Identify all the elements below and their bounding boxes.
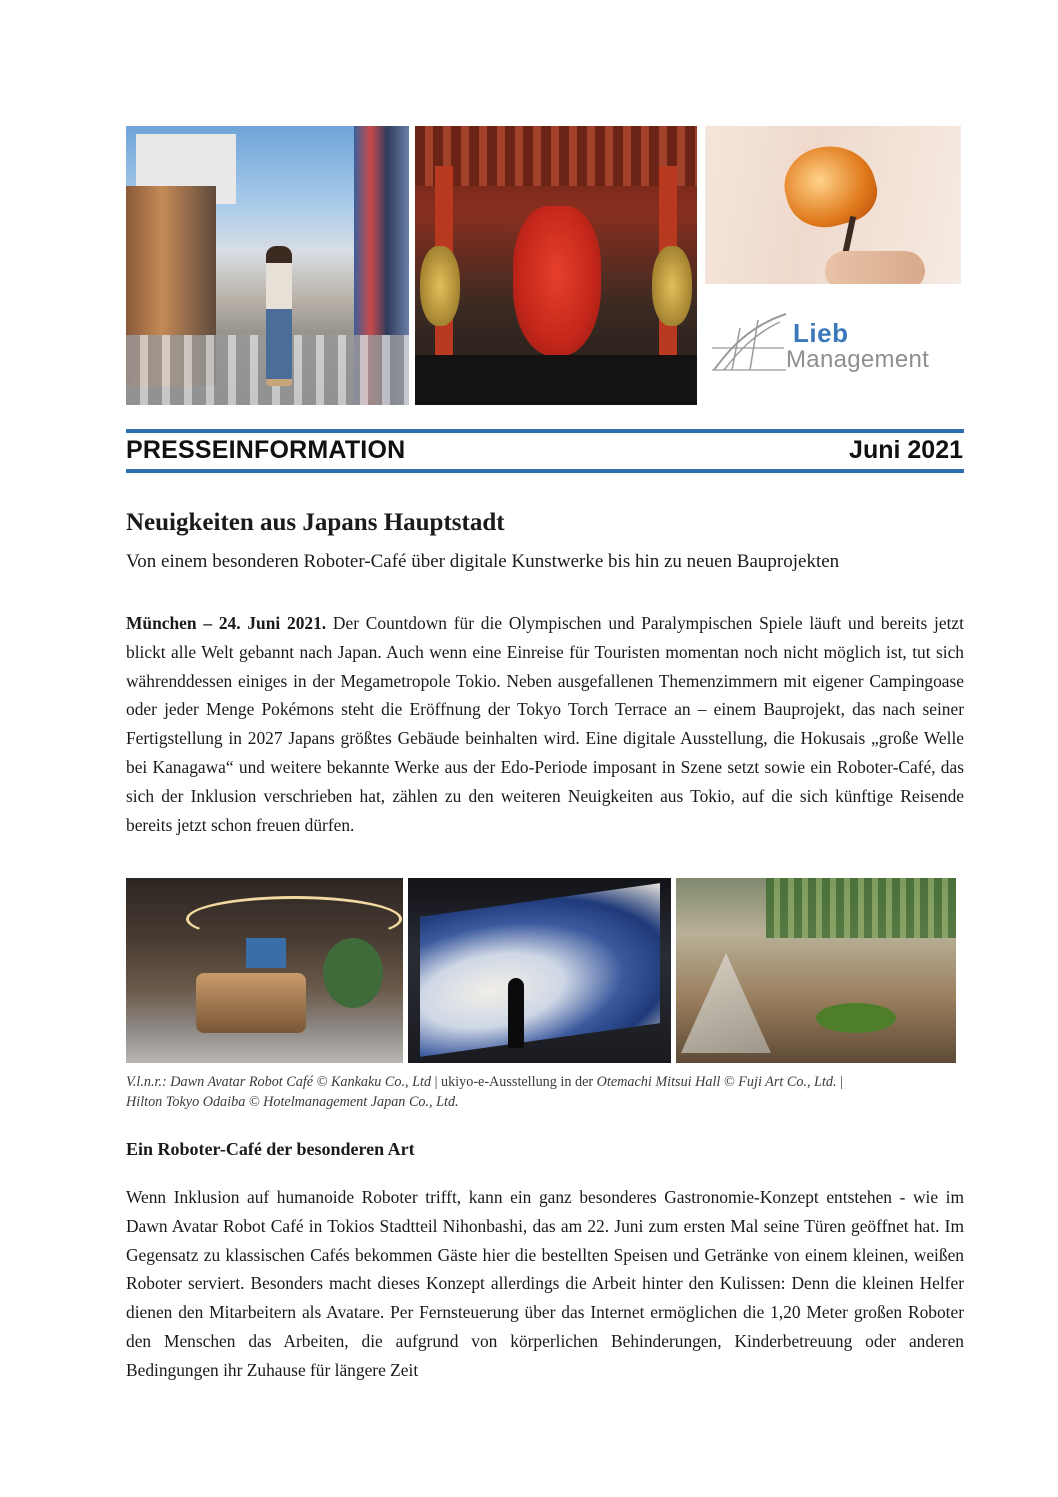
caption-separator-2: | [836, 1074, 843, 1090]
lieb-management-logo [710, 308, 960, 378]
logo-word-lieb: Lieb [793, 318, 849, 348]
header-rule-top [126, 429, 964, 433]
intro-paragraph [126, 609, 964, 839]
goldfish-candy-photo [705, 126, 961, 284]
caption-separator-1: | ukiyo-e-Ausstellung in der [431, 1074, 597, 1090]
dateline: München – 24. Juni 2021. [126, 613, 327, 633]
caption-part-2: Otemachi Mitsui Hall © Fuji Art Co., Ltd. [596, 1074, 837, 1090]
logo-mark-icon [710, 308, 790, 378]
hilton-tokyo-odaiba-room-photo [676, 878, 956, 1063]
asakusa-temple-lantern-photo [415, 126, 697, 405]
intro-text: Der Countdown für die Olympischen und Paralympischen Spiele läuft und bereits jetzt blickt alle Welt gebannt nach Japan. Auch wenn eine Einreise für Touristen momentan noch nicht möglich ist, tut sich währenddessen einiges in der Megametropole Tokio. Neben ausgefallenen Themenzimmern mit eigener Campingoase oder jeder Menge Pokémons steht die Eröffnung der Tokyo Torch Terrace an – einem Bauprojekt, das nach seiner Fertigstellung in 2027 Japans größtes Gebäude beinhalten wird. Eine digitale Ausstellung, die Hokusais „große Welle bei Kanagawa“ und weitere bekannte Werke aus der Edo-Periode imposant in Szene setzt sowie ein Roboter-Café, das sich der Inklusion verschrieben hat, zählen zu den weiteren Neuigkeiten aus Tokio, auf die sich künftige Reisende bereits jetzt schon freuen dürfen. [126, 613, 964, 835]
caption-part-3: Hilton Tokyo Odaiba © Hotelmanagement Japan Co., Ltd. [126, 1094, 459, 1110]
photo-caption [126, 1072, 964, 1112]
section-body: Wenn Inklusion auf humanoide Roboter trifft, kann ein ganz besonderes Gastronomie-Konzept entstehen - wie im Dawn Avatar Robot Café in Tokios Stadtteil Nihonbashi, das am 22. Juni zum ersten Mal seine Türen geöffnet hat. Im Gegensatz zu klassischen Cafés bekommen Gäste hier die bestellten Speisen und Getränke von einem kleinen, weißen Roboter serviert. Besonders macht dieses Konzept allerdings die Arbeit hinter den Kulissen: Denn die kleinen Helfer dienen den Mitarbeitern als Avatare. Per Fernsteuerung über das Internet ermöglichen die 1,20 Meter großen Roboter den Menschen das Arbeiten, die aufgrund von körperlichen Behinderungen, Kinderbetreuung oder anderen Bedingungen ihr Zuhause für längere Zeit [126, 1187, 964, 1380]
subheadline: Von einem besonderen Roboter-Café über digitale Kunstwerke bis hin zu neuen Bauprojekten [126, 551, 840, 572]
section-heading: Ein Roboter-Café der besonderen Art [126, 1139, 415, 1159]
press-date: Juni 2021 [849, 436, 963, 464]
shibuya-street-photo [126, 126, 409, 405]
dawn-avatar-robot-cafe-photo [126, 878, 403, 1063]
headline: Neuigkeiten aus Japans Hauptstadt [126, 509, 505, 536]
press-information-label: PRESSEINFORMATION [126, 436, 406, 464]
ukiyo-e-exhibition-photo [408, 878, 671, 1063]
caption-part-1: V.l.n.r.: Dawn Avatar Robot Café © Kankaku Co., Ltd [126, 1074, 432, 1090]
header-rule-bottom [126, 469, 964, 473]
logo-word-management: Management [786, 346, 930, 373]
